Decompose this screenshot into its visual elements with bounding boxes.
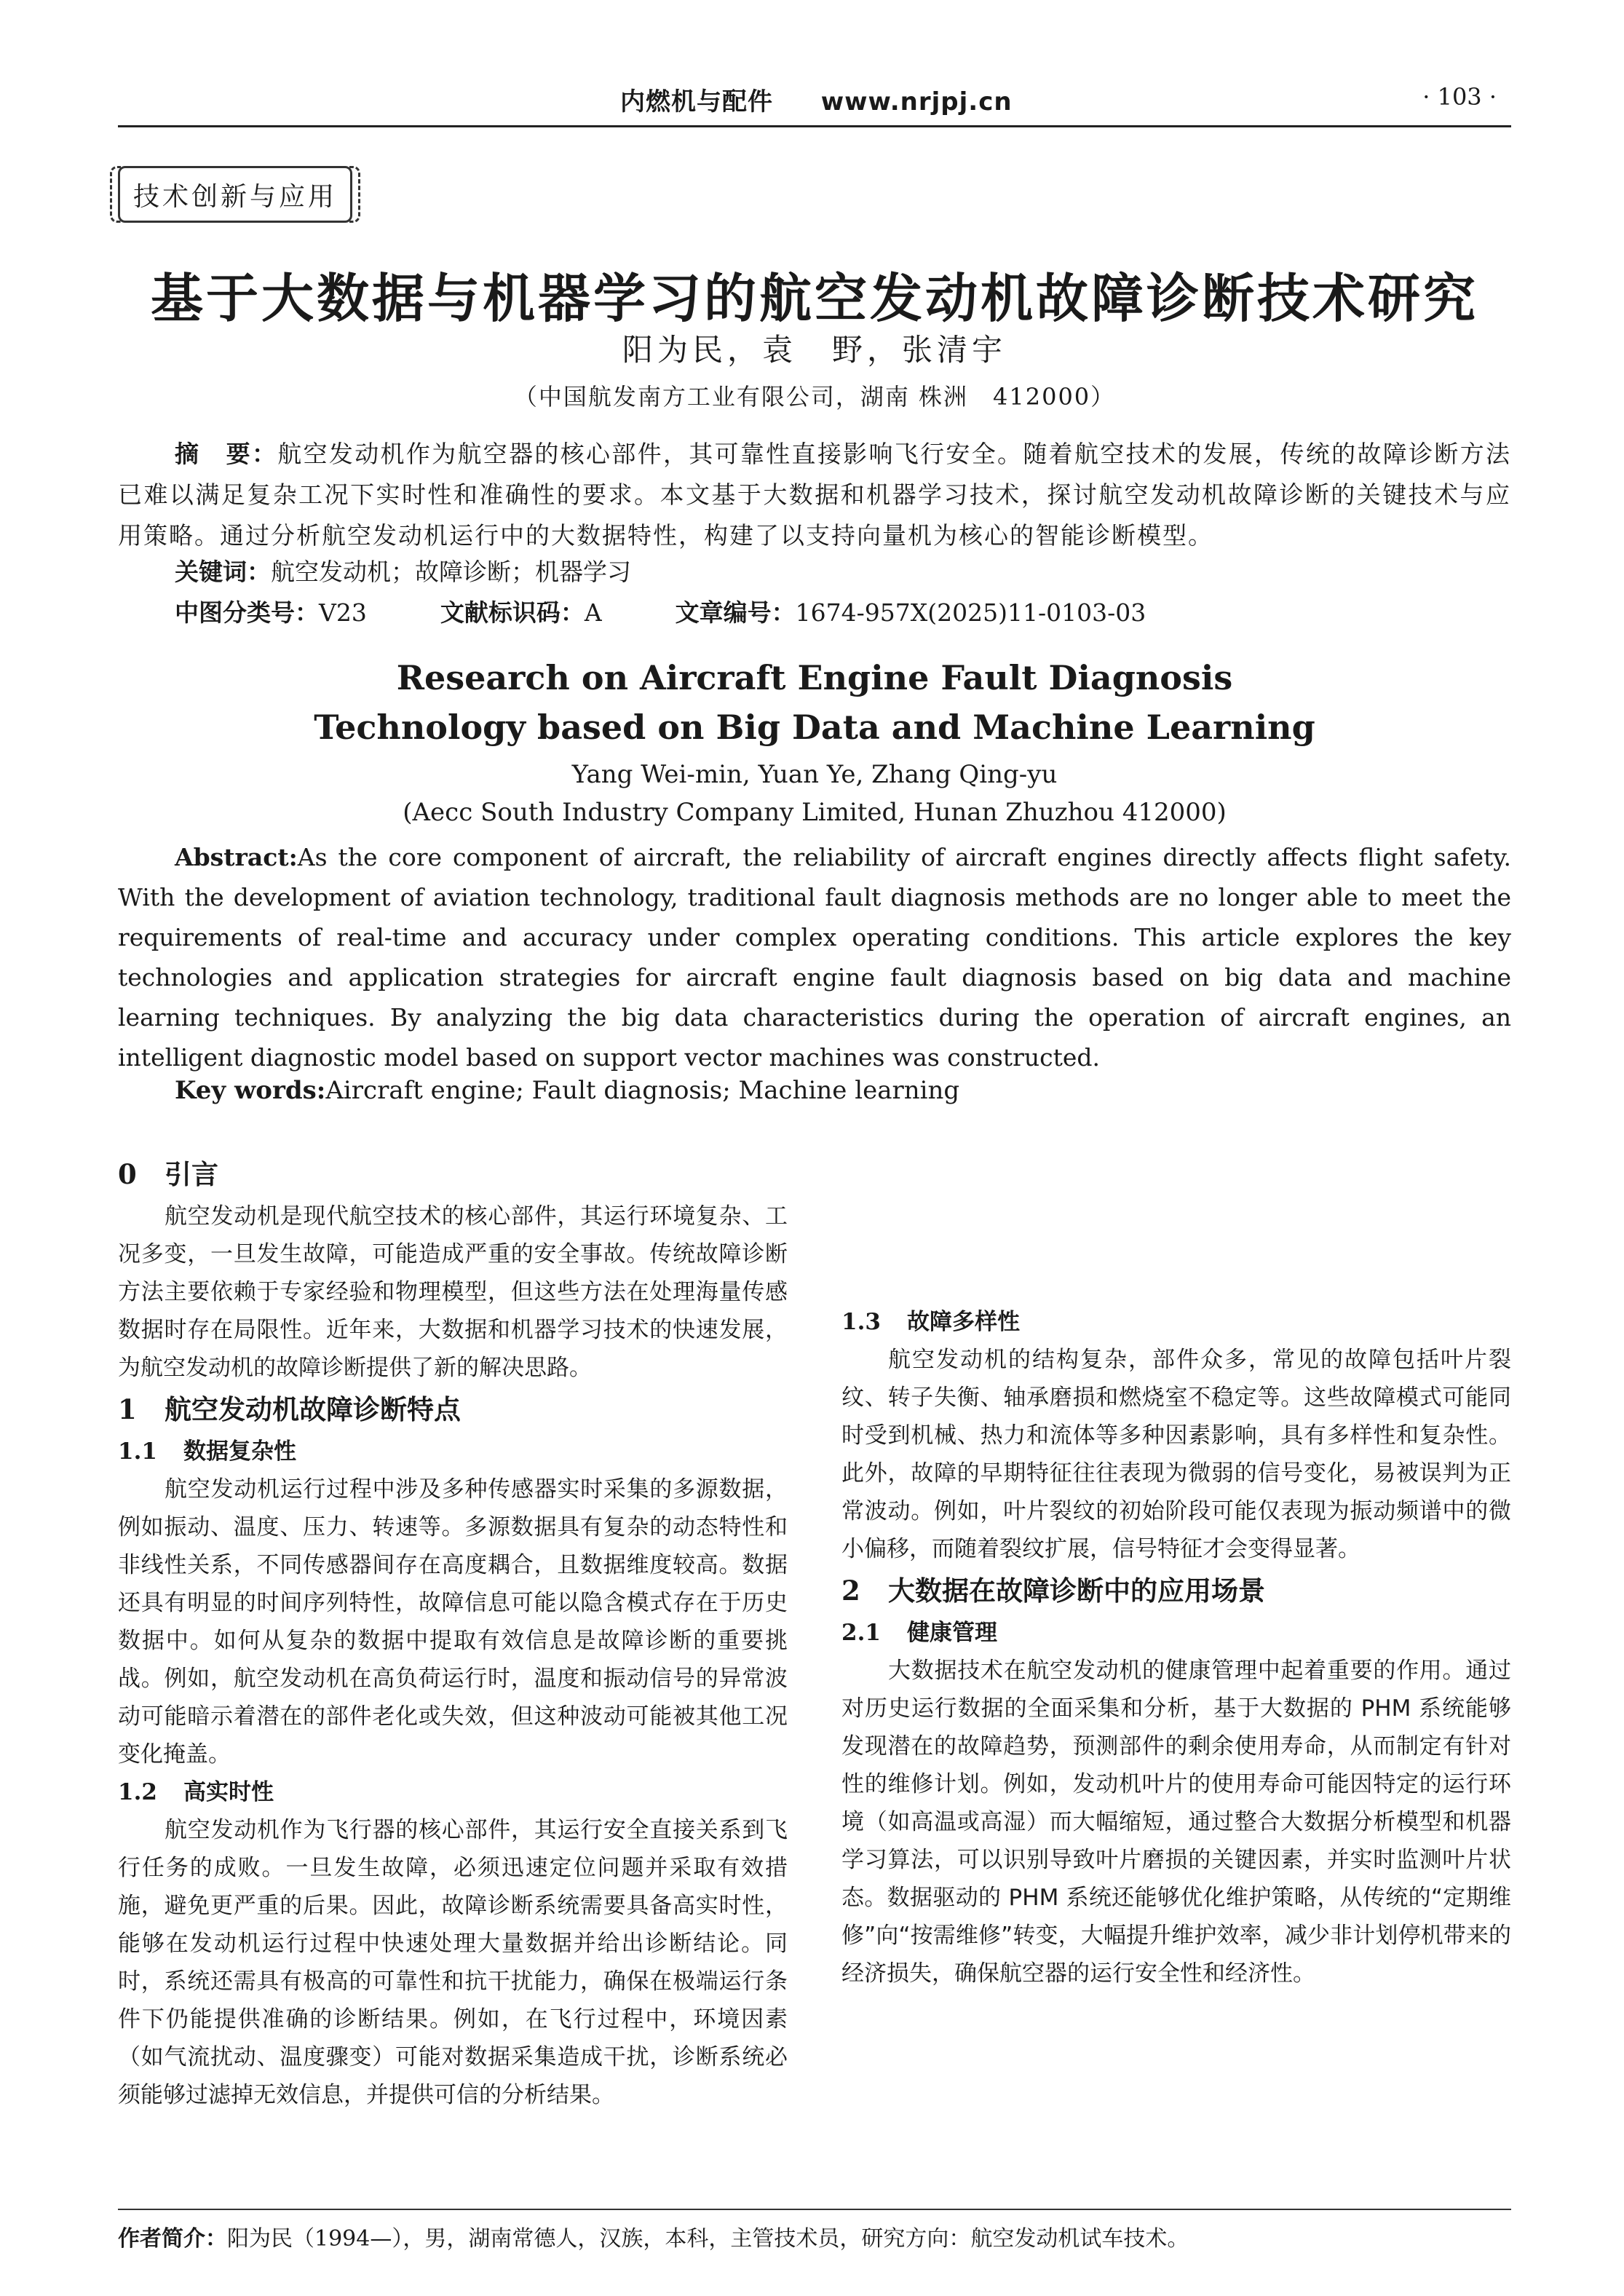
classification-line <box>175 594 1507 628</box>
article-number-label: 文章编号： <box>675 598 796 627</box>
authors-cn: 阳为民，袁 野，张清宇 <box>622 332 1007 368</box>
paragraph-1-2: 航空发动机作为飞行器的核心部件，其运行安全直接关系到飞行任务的成败。一旦发生故障，必须迅速定位问题并采取有效措施，避免更严重的后果。因此，故障诊断系统需要具备高实时性，能够在发动机运行过程中快速处理大量数据并给出诊断结论。同时，系统还需具有极高的可靠性和抗干扰能力，确保在极端运行条件下仍能提供准确的诊断结果。例如，在飞行过程中，环境因素（如气流扰动、温度骤变）可能对数据采集造成干扰，诊断系统必须能够过滤掉无效信息，并提供可信的分析结果。 <box>118 1817 788 2108</box>
paragraph-1-1: 航空发动机运行过程中涉及多种传感器实时采集的多源数据，例如振动、温度、压力、转速等。多源数据具有复杂的动态特性和非线性关系，不同传感器间存在高度耦合，且数据维度较高。数据还具有明显的时间序列特性，故障信息可能以隐含模式存在于历史数据中。如何从复杂的数据中提取有效信息是故障诊断的重要挑战。例如，航空发动机在高负荷运行时，温度和振动信号的异常波动可能暗示着潜在的部件老化或失效，但这种波动可能被其他工况变化掩盖。 <box>118 1476 788 1767</box>
section-heading-intro: 0 引言 <box>118 1158 218 1190</box>
footnote-text: 阳为民（1994—），男，湖南常德人，汉族，本科，主管技术员，研究方向：航空发动机试车技术。 <box>227 2226 1189 2252</box>
page-number: · 103 · <box>1422 83 1497 111</box>
abstract-en-text: As the core component of aircraft, the reliability of aircraft engines directly affects flight safety. With the development of aviation technology, traditional fault diagnosis methods are no longer able to meet the requirements of real-time and accuracy under complex operating conditions. This article explores the key technologies and application strategies for aircraft engine fault diagnosis based on big data and machine learning techniques. By analyzing the big data characteristics during the operation of aircraft engines, an intelligent diagnostic model based on support vector machines was constructed. <box>118 843 1511 1072</box>
paragraph-1-3: 航空发动机的结构复杂，部件众多，常见的故障包括叶片裂纹、转子失衡、轴承磨损和燃烧室不稳定等。这些故障模式可能同时受到机械、热力和流体等多种因素影响，具有多样性和复杂性。此外，故障的早期特征往往表现为微弱的信号变化，易被误判为正常波动。例如，叶片裂纹的初始阶段可能仅表现为振动频谱中的微小偏移，而随着裂纹扩展，信号特征才会变得显著。 <box>841 1347 1511 1562</box>
journal-title: 内燃机与配件 <box>620 87 773 116</box>
subsection-heading-1-1: 1.1 数据复杂性 <box>118 1438 296 1465</box>
keywords-en-text: Aircraft engine; Fault diagnosis; Machine learning <box>325 1076 960 1105</box>
section-heading-1: 1 航空发动机故障诊断特点 <box>118 1393 461 1425</box>
keywords-en-label: Key words: <box>175 1076 326 1105</box>
abstract-cn <box>118 434 1511 556</box>
abstract-en-label: Abstract: <box>175 843 298 871</box>
running-header <box>118 82 1511 127</box>
affiliation-en: (Aecc South Industry Company Limited, Hunan Zhuzhou 412000) <box>403 798 1227 827</box>
article-number-value: 1674-957X(2025)11-0103-03 <box>795 598 1146 627</box>
doc-code-value: A <box>584 598 602 627</box>
abstract-cn-text: 航空发动机作为航空器的核心部件，其可靠性直接影响飞行安全。随着航空技术的发展，传统的故障诊断方法已难以满足复杂工况下实时性和准确性的要求。本文基于大数据和机器学习技术，探讨航空发动机故障诊断的关键技术与应用策略。通过分析航空发动机运行中的大数据特性，构建了以支持向量机为核心的智能诊断模型。 <box>118 440 1512 550</box>
authors-en: Yang Wei-min, Yuan Ye, Zhang Qing-yu <box>571 760 1058 789</box>
subsection-heading-1-2: 1.2 高实时性 <box>118 1779 274 1805</box>
clc-label: 中图分类号： <box>175 598 319 627</box>
body-column-right <box>841 1152 1511 1992</box>
paragraph-2-1: 大数据技术在航空发动机的健康管理中起着重要的作用。通过对历史运行数据的全面采集和分析，基于大数据的 PHM 系统能够发现潜在的故障趋势，预测部件的剩余使用寿命，从而制定有针对性的维修计划。例如，发动机叶片的使用寿命可能因特定的运行环境（如高温或高湿）而大幅缩短，通过整合大数据分析模型和机器学习算法，可以识别导致叶片磨损的关键因素，并实时监测叶片状态。数据驱动的 PHM 系统还能够优化维护策略，从传统的“定期维修”向“按需维修”转变，大幅提升维护效率，减少非计划停机带来的经济损失，确保航空器的运行安全性和经济性。 <box>841 1658 1511 1987</box>
journal-website: www.nrjpj.cn <box>820 87 1013 116</box>
body-column-left <box>118 1152 788 2152</box>
footnote-rule <box>118 2209 1511 2210</box>
paper-title-en-line1: Research on Aircraft Engine Fault Diagnosis <box>396 658 1233 697</box>
column-tag: 技术创新与应用 <box>118 166 352 223</box>
subsection-heading-2-1: 2.1 健康管理 <box>841 1620 997 1646</box>
paper-title-cn: 基于大数据与机器学习的航空发动机故障诊断技术研究 <box>150 268 1478 329</box>
intro-paragraph: 航空发动机是现代航空技术的核心部件，其运行环境复杂、工况多变，一旦发生故障，可能造成严重的安全事故。传统故障诊断方法主要依赖于专家经验和物理模型，但这些方法在处理海量传感数据时存在局限性。近年来，大数据和机器学习技术的快速发展，为航空发动机的故障诊断提供了新的解决思路。 <box>118 1203 788 1381</box>
paragraph-1-2-continued <box>841 1152 1511 1303</box>
doc-code-label: 文献标识码： <box>440 598 585 627</box>
abstract-cn-label: 摘 要： <box>175 440 278 468</box>
subsection-heading-1-3: 1.3 故障多样性 <box>841 1309 1020 1335</box>
journal-name <box>620 82 1013 117</box>
section-heading-2: 2 大数据在故障诊断中的应用场景 <box>841 1575 1265 1607</box>
keywords-cn-text: 航空发动机；故障诊断；机器学习 <box>271 558 631 586</box>
keywords-cn <box>175 553 1507 587</box>
affiliation-cn: （中国航发南方工业有限公司，湖南 株洲 412000） <box>513 383 1116 411</box>
author-footnote <box>118 2220 1511 2252</box>
paper-title-en-line2: Technology based on Big Data and Machine Learning <box>314 708 1315 747</box>
footnote-label: 作者简介： <box>118 2226 227 2252</box>
keywords-en <box>175 1076 1507 1105</box>
keywords-cn-label: 关键词： <box>175 558 271 586</box>
abstract-en <box>118 837 1511 1077</box>
clc-value: V23 <box>319 598 367 627</box>
